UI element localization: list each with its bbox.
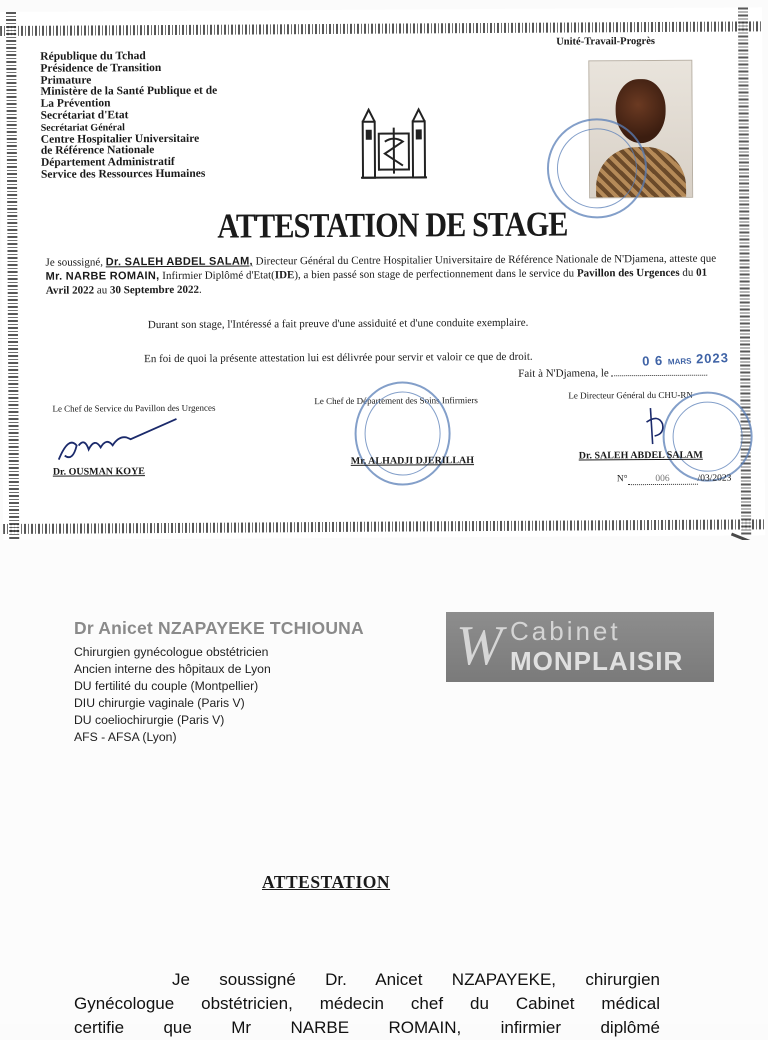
decorative-border-left <box>6 12 19 540</box>
signature-koye <box>54 415 184 466</box>
attestation-body <box>74 968 660 1040</box>
header-line: Présidence de Transition <box>40 62 270 75</box>
signatory-title: Le Chef de Service du Pavillon des Urgences <box>52 403 215 414</box>
service-name: Pavillon des Urgences <box>577 267 680 280</box>
header-line: Primature <box>40 74 270 87</box>
header-line: Secrétariat d'Etat <box>41 109 271 122</box>
stage-certificate <box>0 7 765 540</box>
para-text: Directeur Général du Centre Hospitalier Universitaire de Référence Nationale de N'Djamena, atteste que <box>253 253 716 268</box>
para-text: Infirmier Diplômé d'Etat( <box>159 269 274 282</box>
header-line: République du Tchad <box>40 50 270 63</box>
para-text: du <box>680 267 697 279</box>
date-stamp-year: 2023 <box>696 350 730 366</box>
doctor-name: Dr Anicet NZAPAYEKE TCHIOUNA <box>74 618 364 639</box>
date-stamp-month: MARS <box>668 357 692 367</box>
para-text: IDE <box>275 269 295 281</box>
header-line: Secrétariat Général <box>41 121 271 134</box>
credential-line: DU fertilité du couple (Montpellier) <box>74 678 271 695</box>
signatory-name: Mr. ALHADJI DJERILLAH <box>351 455 474 467</box>
certificate-title: ATTESTATION DE STAGE <box>217 205 567 247</box>
number-prefix: N° <box>617 474 628 484</box>
closing-statement: En foi de quoi la présente attestation lui est délivrée pour servir et valoir ce que de droit. <box>144 348 768 366</box>
end-date: 30 Septembre 2022 <box>110 284 199 297</box>
decorative-border-bottom <box>3 519 765 534</box>
credential-line: Chirurgien gynécologue obstétricien <box>74 644 271 661</box>
body-line: certifie que Mr NARBE ROMAIN, infirmier diplômé <box>74 1016 660 1040</box>
director-name: Dr. SALEH ABDEL SALAM, <box>106 255 253 268</box>
decorative-border-top <box>0 21 762 36</box>
header-line: de Référence Nationale <box>41 145 271 158</box>
conduct-statement: Durant son stage, l'Intéressé a fait preuve d'une assiduité et d'une conduite exemplaire. <box>148 314 768 332</box>
date-stamp <box>642 350 729 369</box>
institution-header <box>40 50 271 181</box>
header-line: Département Administratif <box>41 157 271 170</box>
signature-saleh <box>642 404 672 448</box>
header-line: Ministère de la Santé Publique et de <box>40 86 270 99</box>
trainee-name: Mr. NARBE ROMAIN, <box>46 270 160 283</box>
header-line: La Prévention <box>41 98 271 111</box>
fait-label: Fait à N'Djamena, le <box>518 367 609 380</box>
logo-line-1: Cabinet <box>510 616 621 647</box>
national-motto: Unité-Travail-Progrès <box>556 36 655 48</box>
date-stamp-day: 0 6 <box>642 353 664 369</box>
credential-line: DU coeliochirurgie (Paris V) <box>74 712 271 729</box>
number-suffix: /03/2023 <box>698 474 732 484</box>
doctor-credentials <box>74 644 271 746</box>
credential-line: DIU chirurgie vaginale (Paris V) <box>74 695 271 712</box>
reference-number <box>617 474 732 486</box>
nursing-department-stamp <box>354 381 451 486</box>
signatory-name: Dr. SALEH ABDEL SALAM <box>579 450 703 462</box>
logo-line-2: MONPLAISIR <box>510 646 683 677</box>
signatory-name: Dr. OUSMAN KOYE <box>53 466 145 478</box>
logo-mark-icon: W <box>456 618 496 674</box>
para-text: . <box>199 284 202 296</box>
stamp-inner-ring <box>672 401 742 471</box>
cabinet-logo <box>446 612 714 682</box>
body-line: Je soussigné Dr. Anicet NZAPAYEKE, chirurgien <box>74 968 660 992</box>
para-text: ), a bien passé son stage de perfectionnement dans le service du <box>294 267 577 281</box>
place-date-line <box>518 367 707 380</box>
signatory-title: Le Chef de Département des Soins Infirmiers <box>314 395 478 406</box>
para-text: au <box>94 284 110 296</box>
header-line: Centre Hospitalier Universitaire <box>41 133 271 146</box>
director-stamp <box>662 391 753 482</box>
hospital-emblem-icon <box>359 107 429 179</box>
body-line: Gynécologue obstétricien, médecin chef du Cabinet médical <box>74 992 660 1016</box>
start-date: 01 Avril 2022 <box>46 267 707 297</box>
para-text: Je soussigné, <box>45 256 105 268</box>
number-value: 006 <box>628 474 698 485</box>
ministry-stamp <box>547 118 648 219</box>
header-line: Service des Ressources Humaines <box>41 168 271 181</box>
credential-line: Ancien interne des hôpitaux de Lyon <box>74 661 271 678</box>
date-blank <box>612 375 708 377</box>
certificate-paragraph <box>45 252 721 298</box>
cabinet-attestation <box>0 540 768 1024</box>
stamp-inner-ring <box>557 128 637 208</box>
document-title: ATTESTATION <box>262 872 390 893</box>
credential-line: AFS - AFSA (Lyon) <box>74 729 271 746</box>
signatory-title: Le Directeur Général du CHU-RN <box>568 390 693 401</box>
